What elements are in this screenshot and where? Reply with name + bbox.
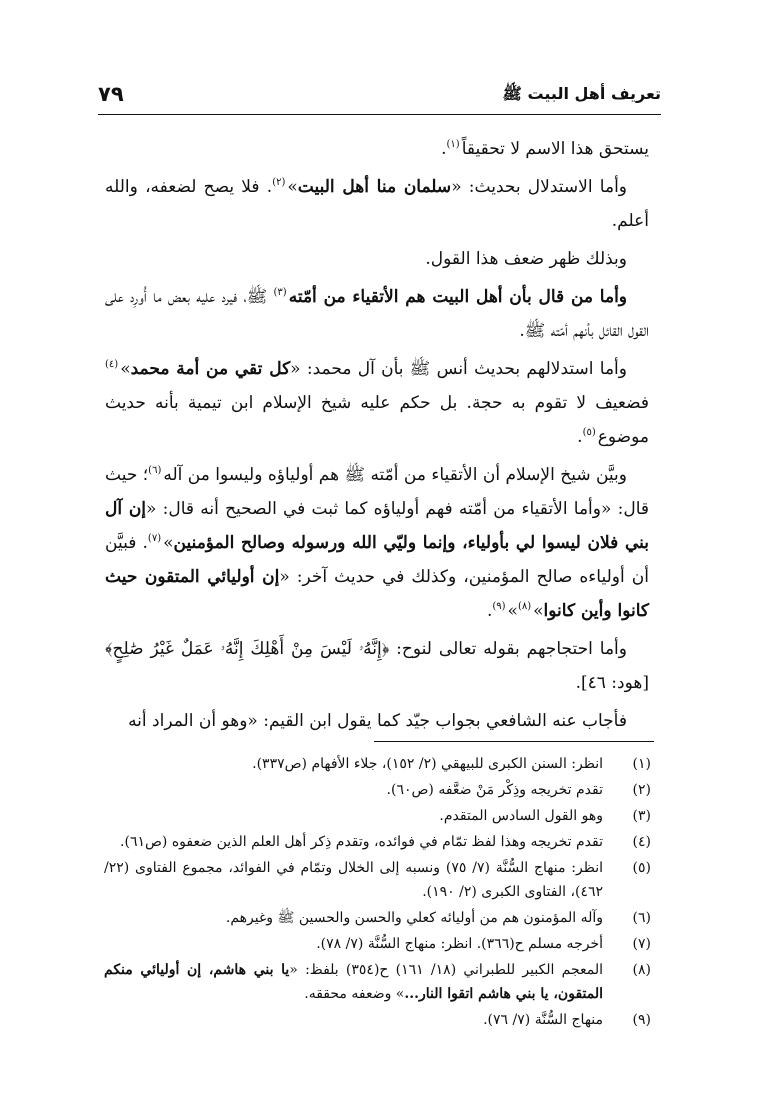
footnote-ref[interactable]: (٤) <box>105 359 119 371</box>
running-title: تعريف أهل البيت ﷺ <box>502 84 661 103</box>
footnote: (٩) منهاج السُّنَّة (٧/ ٧٦). <box>104 1008 651 1032</box>
paragraph-4: وأما من قال بأن أهل البيت هم الأتقياء من أمّته$^{(٣)}$ ﷺ، فيرد عليه بعض ما أُورِد على القول القائل بأنهم أمّته ﷺ. <box>105 287 649 341</box>
footnote-number: (٧) <box>632 936 651 952</box>
footnote: (٥) انظر: منهاج السُّنَّة (٧/ ٧٥) ونسبه إلى الخلال وتمّام في الفوائد، مجموع الفتاوى (٢٢/ ٤٦٢)، الفتاوى الكبرى (٢/ ١٩٠). <box>104 856 651 904</box>
footnote-ref[interactable]: (٨) <box>517 601 532 613</box>
paragraph-3: وبذلك ظهر ضعف هذا القول. <box>425 249 627 269</box>
footnote-ref[interactable]: (٣) <box>273 287 287 299</box>
footnote-ref[interactable]: (٢) <box>272 177 286 189</box>
footnote-ref[interactable]: (٩) <box>492 601 506 613</box>
paragraph-6: وبيَّن شيخ الإسلام أن الأتقياء من أمّته ﷺ هم أولياؤه وليسوا من آله$^{(٦)}$؛ حيث قال: «وأما الأتقياء من أمّته فهم أولياؤه كما ثبت في الصحيح أنه قال: «إن آل بني فلان ليسوا لي بأولياء، وإنما وليّي الله ورسوله وصالح المؤمنين»$^{(٧)}$. فبيَّن أن أولياءه صالح المؤمنين، وكذلك في حديث آخر: «إن أوليائي المتقون حيث كانوا وأين كانوا»$^{(٨)}$»$^{(٩)}$. <box>105 465 650 621</box>
page-header <box>98 80 661 115</box>
footnote: (٧) أخرجه مسلم ح(٣٦٦). انظر: منهاج السُّنَّة (٧/ ٧٨). <box>104 932 651 956</box>
paragraph-7: وأما احتجاجهم بقوله تعالى لنوح: ﴿إِنَّهُۥ لَيْسَ مِنْ أَهْلِكَ إِنَّهُۥ عَمَلٌ غَيْرُ صَٰلِحٍ﴾ [هود: ٤٦]. <box>105 639 649 693</box>
footnote: (٨) المعجم الكبير للطبراني (١٨/ ١٦١) ح(٣٥٤) بلفظ: «يا بني هاشم، إن أوليائي منكم المتقون، يا بني هاشم اتقوا النار...» وضعفه محققه. <box>104 958 651 1006</box>
footnotes <box>104 752 651 1034</box>
footnote: (٦) وآله المؤمنون هم من أوليائه كعلي والحسن والحسين ﷺ وغيرهم. <box>104 906 651 930</box>
footnote-number: (٥) <box>632 860 651 876</box>
paragraph-5: وأما استدلالهم بحديث أنس ﷺ بأن آل محمد: «كل تقي من أمة محمد»$^{(٤)}$ فضعيف لا تقوم به حجة. بل حكم عليه شيخ الإسلام ابن تيمية بأنه حديث موضوع$^{(٥)}$. <box>105 359 649 447</box>
footnote-divider <box>374 741 654 742</box>
footnote-ref[interactable]: (٧) <box>147 533 162 545</box>
footnote-number: (٩) <box>632 1012 651 1028</box>
paragraph-1: يستحق هذا الاسم لا تحقيقاً$^{(١)}$. <box>441 139 649 159</box>
quran-citation: [هود: ٤٦]. <box>575 673 649 693</box>
page-number: ٧٩ <box>98 82 124 106</box>
footnote-number: (٦) <box>632 910 651 926</box>
footnote-number: (١) <box>632 756 651 772</box>
footnote: (١) انظر: السنن الكبرى للبيهقي (٢/ ١٥٢)، جلاء الأفهام (ص٣٣٧). <box>104 752 651 776</box>
footnote-number: (٤) <box>632 834 651 850</box>
main-text <box>105 132 649 742</box>
footnote: (٣) وهو القول السادس المتقدم. <box>104 804 651 828</box>
footnote-ref[interactable]: (١) <box>446 139 460 151</box>
footnote: (٤) تقدم تخريجه وهذا لفظ تمّام في فوائده، وتقدم ذِكر أهل العلم الذين ضعفوه (ص٦١). <box>104 830 651 854</box>
footnote-number: (٣) <box>632 808 651 824</box>
paragraph-8: فأجاب عنه الشافعي بجواب جيّد كما يقول ابن القيم: «وهو أن المراد أنه <box>128 711 627 731</box>
footnote-number: (٢) <box>632 782 651 798</box>
footnote-ref[interactable]: (٦) <box>148 465 162 477</box>
footnote: (٢) تقدم تخريجه وذِكْر مَنْ ضعَّفه (ص٦٠). <box>104 778 651 802</box>
footnote-number: (٨) <box>632 962 651 978</box>
paragraph-2: وأما الاستدلال بحديث: «سلمان منا أهل البيت»$^{(٢)}$. فلا يصح لضعفه، والله أعلم. <box>105 177 649 231</box>
footnote-ref[interactable]: (٥) <box>582 427 596 439</box>
